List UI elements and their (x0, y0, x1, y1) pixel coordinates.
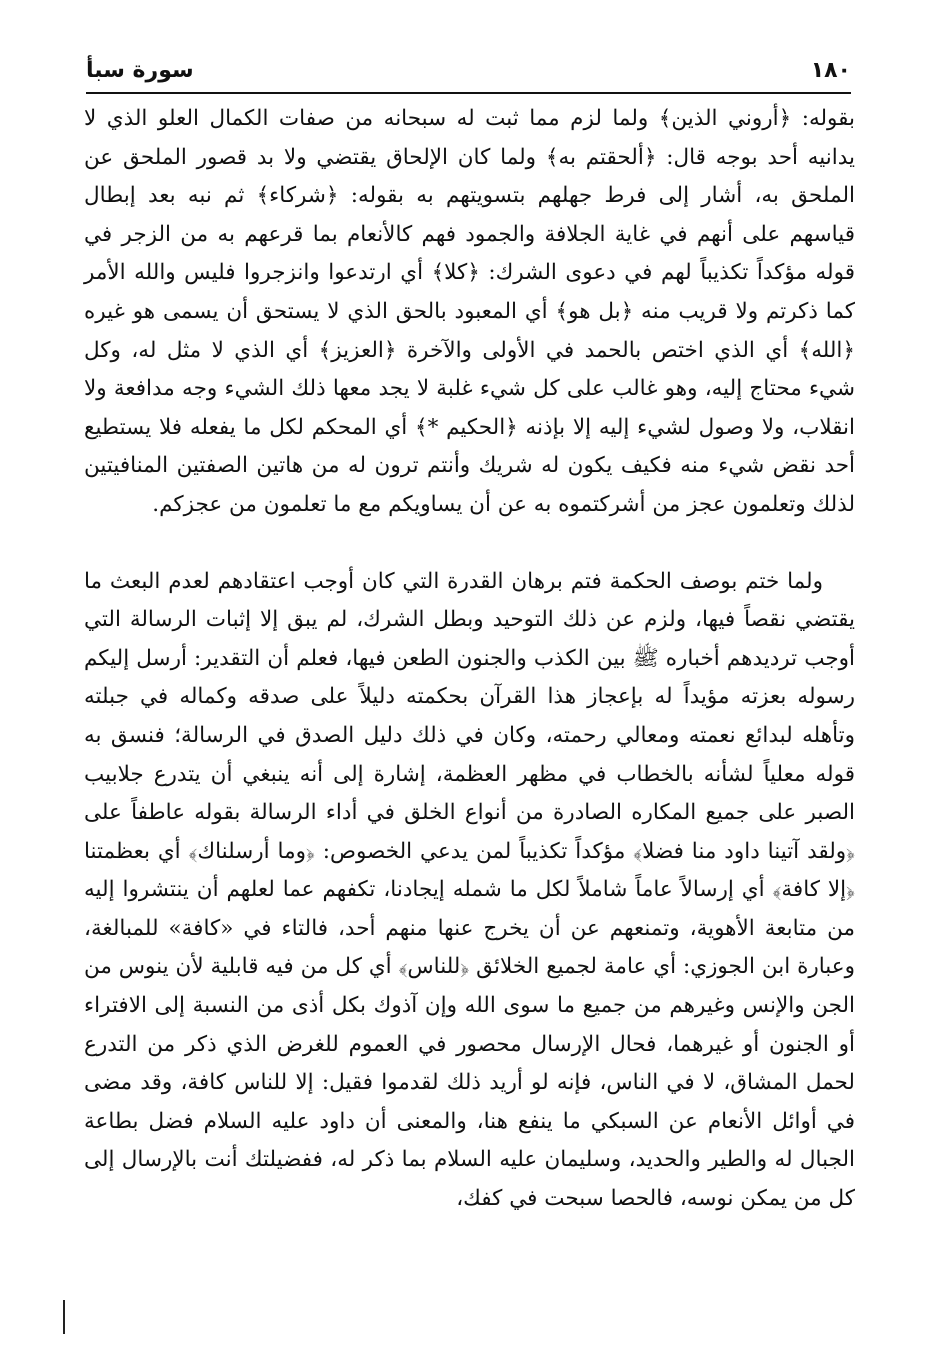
paragraph-1: بقوله: ﴿أروني الذين﴾ ولما لزم مما ثبت له سبحانه من صفات الكمال العلو الذي لا يدانيه أحد بوجه قال: ﴿ألحقتم به﴾ ولما كان الإلحاق يقتضي ولا بد قصور الملحق عن الملحق به، أشار إلى فرط جهلهم بتسويتهم به بقوله: ﴿شركاء﴾ ثم نبه بعد إبطال قياسهم على أنهم في غاية الجلافة والجمود فهم كالأنعام بما قرعهم به من الزجر في قوله مؤكداً تكذيباً لهم في دعوى الشرك: ﴿كلا﴾ أي ارتدعوا وانزجروا فليس والله الأمر كما ذكرتم ولا قريب منه ﴿بل هو﴾ أي المعبود بالحق الذي لا يستحق أن يسمى هو غيره ﴿الله﴾ أي الذي اختص بالحمد في الأولى والآخرة ﴿العزيز﴾ أي الذي لا مثل له، وكل شيء محتاج إليه، وهو غالب على كل شيء غلبة لا يجد معها ذلك الشيء وجه مدافعة ولا انقلاب، ولا وصول لشيء إليه إلا بإذنه ﴿الحكيم *﴾ أي المحكم لكل ما يفعله فلا يستطيع أحد نقض شيء منه فكيف يكون له شريك وأنتم ترون له من هاتين الصفتين المنافيتين لذلك وتعلمون عجز من أشركتموه به عن أن يساويكم مع ما تعلمون من عجزكم. (84, 106, 855, 517)
paragraph-2: ولما ختم بوصف الحكمة فتم برهان القدرة التي كان أوجب اعتقادهم لعدم البعث ما يقتضي نقصاً فيها، ولزم عن ذلك التوحيد وبطل الشرك، لم يبق إلا إثبات الرسالة التي أوجب ترديدهم أخباره ﷺ بين الكذب والجنون الطعن فيها، فعلم أن التقدير: أرسل إليكم رسوله بعزته مؤيداً له بإعجاز هذا القرآن بحكمته دليلاً على صدقه وكماله في جبلته وتأهله لبدائع نعمته ومعالي رحمته، وكان في ذلك دليل الصدق في الرسالة؛ فنسق به قوله معلياً لشأنه بالخطاب في مظهر العظمة، إشارة إلى أنه ينبغي أن يتدرع جلابيب الصبر على جميع المكاره الصادرة من أنواع الخلق في أداء الرسالة بقوله عاطفاً على ﴿ولقد آتينا داود منا فضلا﴾ مؤكداً تكذيباً لمن يدعي الخصوص: ﴿وما أرسلناك﴾ أي بعظمتنا ﴿إلا كافة﴾ أي إرسالاً عاماً شاملاً لكل ما شمله إيجادنا، تكفهم عما لعلهم أن ينتشروا إليه من متابعة الأهوية، وتمنعهم عن أن يخرج عنها منهم أحد، فالتاء في «كافة» للمبالغة، وعبارة ابن الجوزي: أي عامة لجميع الخلائق ﴿للناس﴾ أي كل من فيه قابلية لأن ينوس من الجن والإنس وغيرهم من جميع ما سوى الله وإن آذوك بكل أذى من النسبة إلى الافتراء أو الجنون أو غيرهما، فحال الإرسال محصور في العموم للغرض الذي ذكر من التدرع لحمل المشاق، لا في الناس، فإنه لو أريد ذلك لقدموا فقيل: إلا للناس كافة، وقد مضى في أوائل الأنعام عن السبكي ما ينفع هنا، والمعنى أن داود عليه السلام فضل بطاعة الجبال له والطير والحديد، وسليمان عليه السلام بما ذكر له، ففضيلتك أنت بالإرسال إلى كل من يمكن نوسه، فالحصا سبحت في كفك، (84, 568, 856, 1212)
page-number: ١٨٠ (810, 58, 851, 83)
page-header (86, 52, 851, 94)
surah-title: سورة سبأ (86, 58, 194, 83)
page-body (84, 100, 855, 1219)
paragraph-separator (84, 525, 855, 563)
margin-line (63, 1300, 65, 1334)
